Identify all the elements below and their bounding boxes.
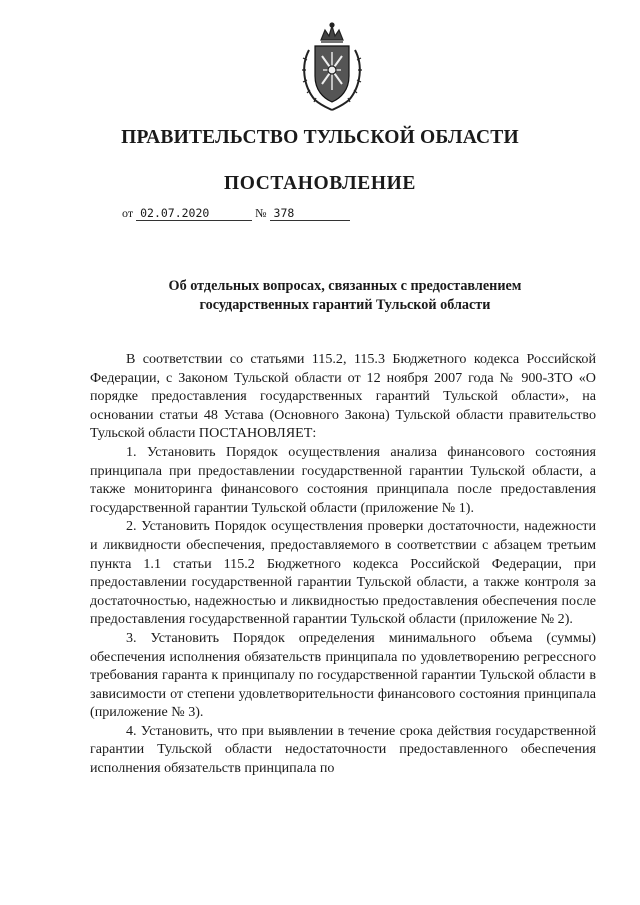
- title-line-1: Об отдельных вопросах, связанных с предоставлением: [168, 278, 522, 294]
- preamble-paragraph: В соответствии со статьями 115.2, 115.3 Бюджетного кодекса Российской Федерации, с Законом Тульской области от 12 ноября 2007 года № 900-ЗТО «О порядке предоставления государственных гарантий Тульской области», на основании статьи 48 Устава (Основного Закона) Тульской области правительство Тульской области ПОСТАНОВЛЯЕТ:: [90, 351, 596, 442]
- clause-4-paragraph: 4. Установить, что при выявлении в течение срока действия государственной гарантии Тульской области недостаточности предоставленного обеспечения исполнения обязательств принципала по: [90, 722, 596, 777]
- clause-1-paragraph: 1. Установить Порядок осуществления анализа финансового состояния принципала при предоставлении государственной гарантии Тульской области, а также мониторинга финансового состояния принципала после предоставления государственной гарантии Тульской области (приложение № 1).: [90, 443, 596, 516]
- organization-name: ПРАВИТЕЛЬСТВО ТУЛЬСКОЙ ОБЛАСТИ: [121, 127, 519, 148]
- date-number-line: [122, 206, 350, 221]
- document-type: ПОСТАНОВЛЕНИЕ: [223, 173, 417, 194]
- title-line-2: государственных гарантий Тульской области: [199, 297, 491, 313]
- clause-2-paragraph: 2. Установить Порядок осуществления проверки достаточности, надежности и ликвидности обеспечения, предоставляемого в соответствии с абзацем третьим пункта 1.1 статьи 115.2 Бюджетного кодекса Российской Федерации, при предоставлении государственной гарантии Тульской области, а также контроля за достаточностью, надежностью и ликвидностью предоставления обеспечения после предоставления государственной гарантии Тульской области (приложение № 2).: [90, 518, 596, 628]
- document-title: [90, 277, 600, 315]
- date-prefix: от: [122, 206, 134, 220]
- document-number: 378: [270, 206, 350, 221]
- coat-of-arms-icon: [295, 20, 369, 112]
- document-body: [90, 350, 596, 778]
- clause-3-paragraph: 3. Установить Порядок определения минимального объема (суммы) обеспечения исполнения обязательств принципала по удовлетворению регрессного требования гаранта к принципалу по государственной гарантии Тульской области в зависимости от степени удовлетворительности финансового состояния принципала (приложение № 3).: [90, 629, 596, 721]
- document-date: 02.07.2020: [136, 206, 252, 221]
- number-prefix: №: [255, 206, 267, 220]
